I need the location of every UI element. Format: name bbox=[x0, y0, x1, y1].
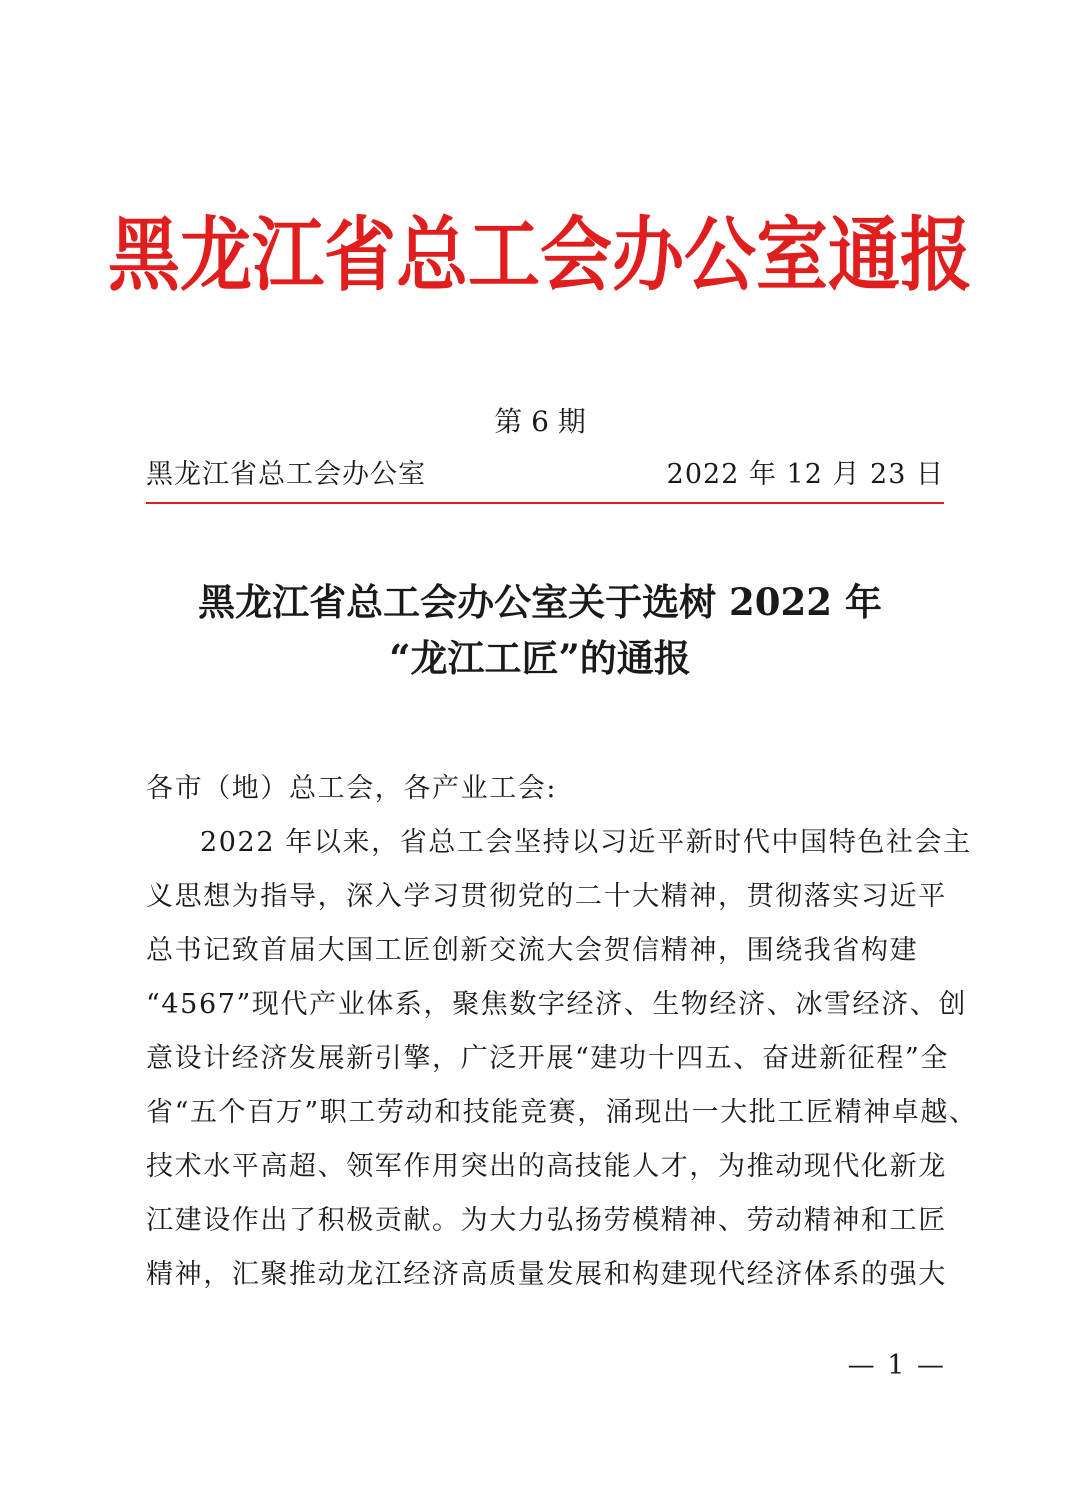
document-title bbox=[0, 574, 1080, 686]
body-line: 义思想为指导，深入学习贯彻党的二十大精神，贯彻落实习近平 bbox=[146, 881, 947, 912]
meta-row bbox=[146, 455, 944, 495]
body-line: 技术水平高超、领军作用突出的高技能人才，为推动现代化新龙 bbox=[146, 1151, 947, 1182]
body-line: “4567”现代产业体系，聚焦数字经济、生物经济、冰雪经济、创 bbox=[146, 989, 967, 1020]
salutation: 各市（地）总工会，各产业工会: bbox=[146, 773, 558, 804]
document-title-line: “龙江工匠”的通报 bbox=[389, 636, 691, 680]
body-line: 省“五个百万”职工劳动和技能竞赛，涌现出一大批工匠精神卓越、 bbox=[146, 1097, 978, 1128]
issue-number: 第 6 期 bbox=[494, 405, 586, 438]
body-line: 总书记致首届大国工匠创新交流大会贺信精神，围绕我省构建 bbox=[146, 935, 919, 966]
document-title-line: 黑龙江省总工会办公室关于选树 2022 年 bbox=[198, 580, 882, 624]
red-divider bbox=[146, 502, 944, 504]
body-line: 意设计经济发展新引擎，广泛开展“建功十四五、奋进新征程”全 bbox=[146, 1043, 950, 1074]
body-line: 精神，汇聚推动龙江经济高质量发展和构建现代经济体系的强大 bbox=[146, 1259, 947, 1290]
issuer-name: 黑龙江省总工会办公室 bbox=[146, 459, 426, 490]
masthead-title: 黑龙江省总工会办公室通报 bbox=[107, 206, 972, 303]
issue-date: 2022 年 12 月 23 日 bbox=[666, 459, 944, 490]
page-number: — 1 — bbox=[847, 1350, 946, 1381]
body-line: 江建设作出了积极贡献。为大力弘扬劳模精神、劳动精神和工匠 bbox=[146, 1205, 947, 1236]
document-body bbox=[146, 762, 978, 1302]
body-line: 2022 年以来，省总工会坚持以习近平新时代中国特色社会主 bbox=[200, 827, 972, 858]
